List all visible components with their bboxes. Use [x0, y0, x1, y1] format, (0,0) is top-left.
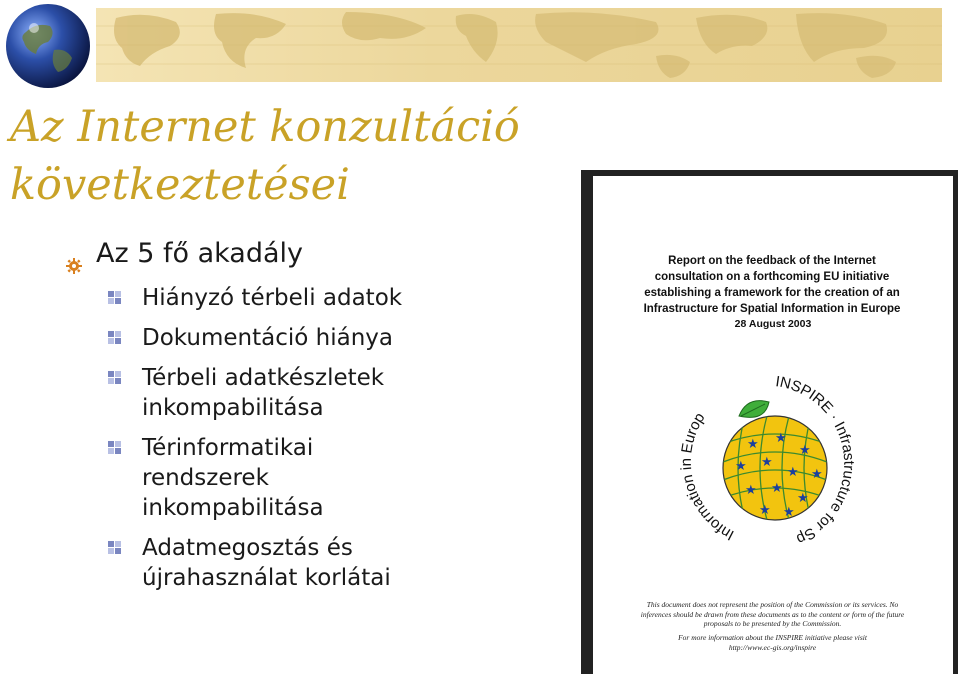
report-info [640, 633, 905, 652]
svg-text:★: ★ [799, 443, 811, 458]
svg-text:★: ★ [771, 481, 783, 496]
title-line-1: Az Internet konzultáció [10, 102, 520, 152]
title-line-2: következtetései [10, 160, 350, 210]
globe-icon [4, 2, 92, 90]
sub-bullet-item [108, 433, 558, 523]
sub-bullet-line: Dokumentáció hiánya [142, 325, 393, 351]
report-info-url: http://www.ec-gis.org/inspire [728, 642, 817, 652]
sub-bullet-line: inkompabilitása [142, 495, 324, 521]
square-bullet-icon [108, 331, 121, 344]
sub-bullet-line: Hiányzó térbeli adatok [142, 285, 403, 311]
sub-bullet-list [108, 283, 558, 603]
svg-text:★: ★ [787, 465, 799, 480]
report-disclaimer: This document does not represent the position of the Commission or its services. No inferences should be drawn from these documents as to the content or form of the future proposals to be presented by the Commission. [640, 600, 905, 628]
sub-bullet-item [108, 363, 558, 423]
sub-bullet-item [108, 323, 558, 353]
world-map-banner [96, 8, 942, 82]
slide-title [10, 98, 570, 214]
svg-text:★: ★ [775, 431, 787, 446]
svg-text:★: ★ [761, 455, 773, 470]
report-title [627, 253, 917, 317]
report-info-line: For more information about the INSPIRE initiative please visit [678, 633, 867, 642]
inspire-logo [675, 364, 875, 554]
sub-bullet-line: Térinformatikai [142, 435, 314, 461]
inspire-logo-text-right: INSPIRE · Infrastructure for Sp [774, 373, 858, 548]
inspire-logo-text-left: Information in Europ [677, 409, 737, 544]
sub-bullet-line: újrahasználat korlátai [142, 565, 391, 591]
sub-bullet-item [108, 533, 558, 593]
report-title-line: consultation on a forthcoming EU initiative [654, 271, 890, 283]
svg-text:★: ★ [811, 467, 823, 482]
main-bullet-text: Az 5 fő akadály [96, 238, 304, 269]
square-bullet-icon [108, 541, 121, 554]
square-bullet-icon [108, 441, 121, 454]
sub-bullet-line: Adatmegosztás és [142, 535, 353, 561]
svg-text:★: ★ [797, 491, 809, 506]
svg-text:★: ★ [747, 437, 759, 452]
sub-bullet-item [108, 283, 558, 313]
report-title-line: Report on the feedback of the Internet [668, 255, 876, 267]
sub-bullet-line: inkompabilitása [142, 395, 324, 421]
square-bullet-icon [108, 371, 121, 384]
sub-bullet-line: rendszerek [142, 465, 269, 491]
svg-text:★: ★ [759, 503, 771, 518]
report-date: 28 August 2003 [734, 318, 812, 330]
svg-text:★: ★ [735, 459, 747, 474]
report-title-line: Infrastructure for Spatial Information in Europe [643, 303, 901, 315]
gear-bullet-icon [66, 248, 82, 264]
report-title-line: establishing a framework for the creation of an [644, 287, 900, 299]
sub-bullet-line: Térbeli adatkészletek [142, 365, 385, 391]
square-bullet-icon [108, 291, 121, 304]
svg-text:★: ★ [783, 505, 795, 520]
svg-text:★: ★ [745, 483, 757, 498]
